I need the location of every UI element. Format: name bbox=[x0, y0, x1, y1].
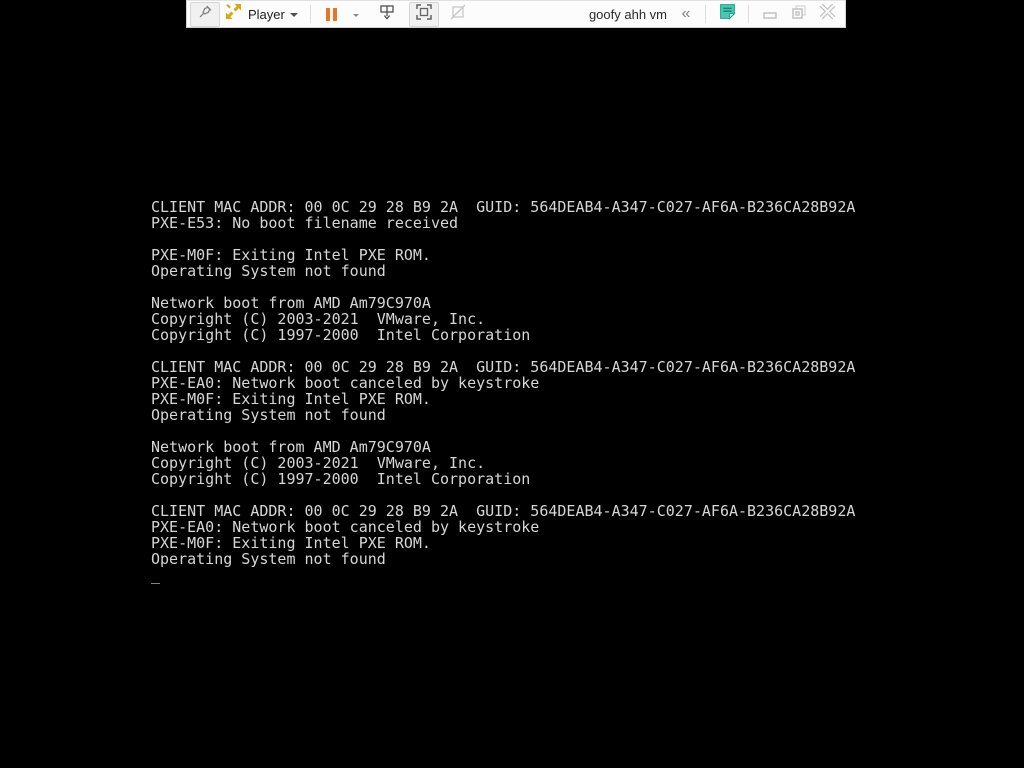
console-line bbox=[151, 487, 855, 503]
console-line: Operating System not found bbox=[151, 550, 386, 568]
console-line bbox=[151, 279, 855, 295]
toolbar-separator bbox=[310, 5, 311, 23]
restore-icon bbox=[790, 3, 808, 26]
vm-title: goofy ahh vm bbox=[588, 6, 667, 22]
unity-mode-icon bbox=[449, 3, 467, 26]
console-line bbox=[151, 423, 855, 439]
console-cursor: _ bbox=[151, 566, 161, 584]
console-line: PXE-M0F: Exiting Intel PXE ROM. bbox=[151, 534, 431, 552]
player-menu-label: Player bbox=[248, 6, 285, 22]
console-line: Copyright (C) 1997-2000 Intel Corporation bbox=[151, 326, 531, 344]
console-line: PXE-M0F: Exiting Intel PXE ROM. bbox=[151, 246, 431, 264]
collapse-chevrons-icon: « bbox=[681, 5, 691, 22]
console-line: Network boot from AMD Am79C970A bbox=[151, 294, 431, 312]
console-line bbox=[151, 231, 855, 247]
close-button[interactable] bbox=[813, 2, 842, 27]
vmware-player-toolbar bbox=[186, 0, 846, 28]
console-line: Copyright (C) 2003-2021 VMware, Inc. bbox=[151, 310, 486, 328]
console-line: Copyright (C) 1997-2000 Intel Corporation bbox=[151, 470, 531, 488]
console-line: Operating System not found bbox=[151, 406, 386, 424]
send-ctrl-alt-del-button[interactable] bbox=[373, 2, 403, 27]
fullscreen-icon bbox=[415, 3, 433, 26]
toolbar-separator bbox=[705, 5, 706, 23]
console-line: PXE-EA0: Network boot canceled by keystroke bbox=[151, 518, 540, 536]
restore-button[interactable] bbox=[784, 2, 813, 27]
toolbar-separator bbox=[748, 5, 749, 23]
console-line: PXE-E53: No boot filename received bbox=[151, 214, 459, 232]
vmware-player-logo-icon bbox=[225, 3, 242, 25]
unity-mode-button bbox=[443, 2, 473, 27]
console-line: Network boot from AMD Am79C970A bbox=[151, 438, 431, 456]
close-icon bbox=[818, 2, 837, 26]
console-line: Copyright (C) 2003-2021 VMware, Inc. bbox=[151, 454, 486, 472]
chevron-down-icon bbox=[290, 13, 298, 17]
suspend-vm-button[interactable] bbox=[317, 2, 347, 27]
console-line: CLIENT MAC ADDR: 00 0C 29 28 B9 2A GUID: 564DEAB4-A347-C027-AF6A-B236CA28B92A bbox=[151, 502, 856, 520]
console-line: Operating System not found bbox=[151, 262, 386, 280]
thumbnail-bar-icon bbox=[718, 2, 737, 26]
ctrl-alt-del-icon bbox=[379, 3, 397, 26]
console-line: PXE-EA0: Network boot canceled by keystroke bbox=[151, 374, 540, 392]
pause-icon bbox=[324, 8, 339, 21]
minimize-button[interactable] bbox=[755, 2, 784, 27]
console-line bbox=[151, 343, 855, 359]
chevron-down-icon bbox=[353, 14, 359, 17]
pin-icon bbox=[198, 4, 213, 24]
console-line: PXE-M0F: Exiting Intel PXE ROM. bbox=[151, 390, 431, 408]
minimize-icon bbox=[761, 3, 779, 26]
fullscreen-button[interactable] bbox=[409, 2, 439, 27]
collapse-toolbar-button[interactable] bbox=[675, 2, 699, 27]
power-options-dropdown[interactable] bbox=[347, 2, 367, 27]
pin-toolbar-button[interactable] bbox=[190, 2, 220, 27]
boot-messages bbox=[151, 199, 855, 583]
console-line: CLIENT MAC ADDR: 00 0C 29 28 B9 2A GUID: 564DEAB4-A347-C027-AF6A-B236CA28B92A bbox=[151, 358, 856, 376]
thumbnail-bar-button[interactable] bbox=[712, 2, 742, 27]
console-line: CLIENT MAC ADDR: 00 0C 29 28 B9 2A GUID: 564DEAB4-A347-C027-AF6A-B236CA28B92A bbox=[151, 198, 856, 216]
player-menu-button[interactable] bbox=[222, 2, 304, 27]
